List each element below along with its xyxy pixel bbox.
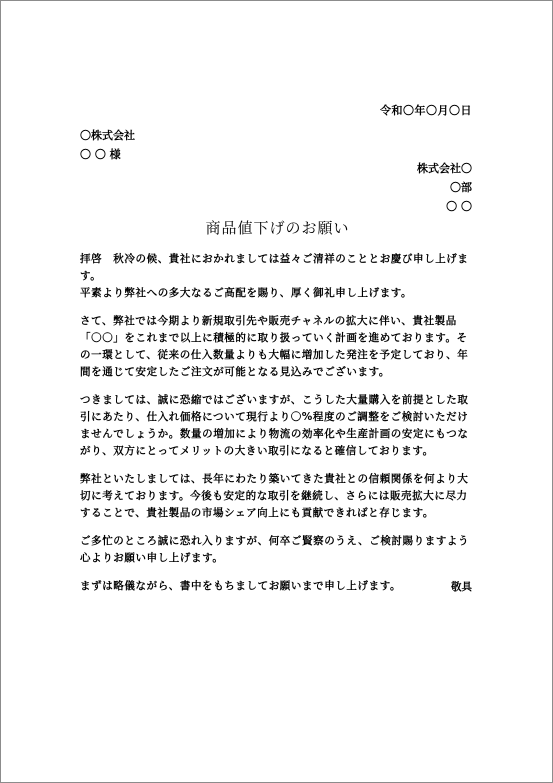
sender-department: 〇部 [450, 181, 472, 194]
paragraph-final: まずは略儀ながら、書中をもちましてお願いまで申し上げます。 [80, 580, 402, 592]
recipient-person: 〇 〇 様 [80, 148, 121, 161]
sender-company: 株式会社〇 [417, 162, 472, 175]
letter-body [80, 251, 477, 606]
closing-word: 敬具 [451, 581, 472, 593]
recipient-block [80, 126, 135, 164]
paragraph-background: さて、弊社では今期より新規取引先や販売チャネルの拡大に伴い、貴社製品「〇〇」をこれまで以上に積極的に取り扱っていく計画を進めております。その一環として、従来の仕入数量よりも大幅に増加した発注を予定しており、年間を通じて安定したご注文が可能となる見込みでございます。 [80, 315, 469, 378]
letter-title: 商品値下げのお願い [205, 219, 350, 237]
sender-name: 〇 〇 [446, 200, 472, 213]
paragraph-request: つきましては、誠に恐縮ではございますが、こうした大量購入を前提とした取引にあたり、仕入れ価格について現行より〇%程度のご調整をご検討いただけませんでしょうか。数量の増加により物流の効率化や生産計画の安定にもつながり、双方にとってメリットの大きい取引になると確信しております。 [80, 394, 469, 457]
letter-date: 令和〇年〇月〇日 [380, 104, 472, 117]
paragraph-greeting: 拝啓 秋冷の候、貴社におかれましては益々ご清祥のこととお慶び申し上げます。 平素より弊社への多大なるご高配を賜り、厚く御礼申し上げます。 [80, 253, 469, 299]
paragraph-closing-request: ご多忙のところ誠に恐れ入りますが、何卒ご賢察のうえ、ご検討賜りますよう心よりお願い申し上げます。 [80, 535, 470, 564]
recipient-company: 〇株式会社 [80, 129, 135, 142]
paragraph-relationship: 弊社といたしましては、長年にわたり築いてきた貴社との信頼関係を何より大切に考えております。今後も安定的な取引を継続し、さらには販売拡大に尽力することで、貴社製品の市場シェア向上にも貢献できればと存じます。 [80, 473, 469, 519]
sender-block [417, 159, 472, 216]
